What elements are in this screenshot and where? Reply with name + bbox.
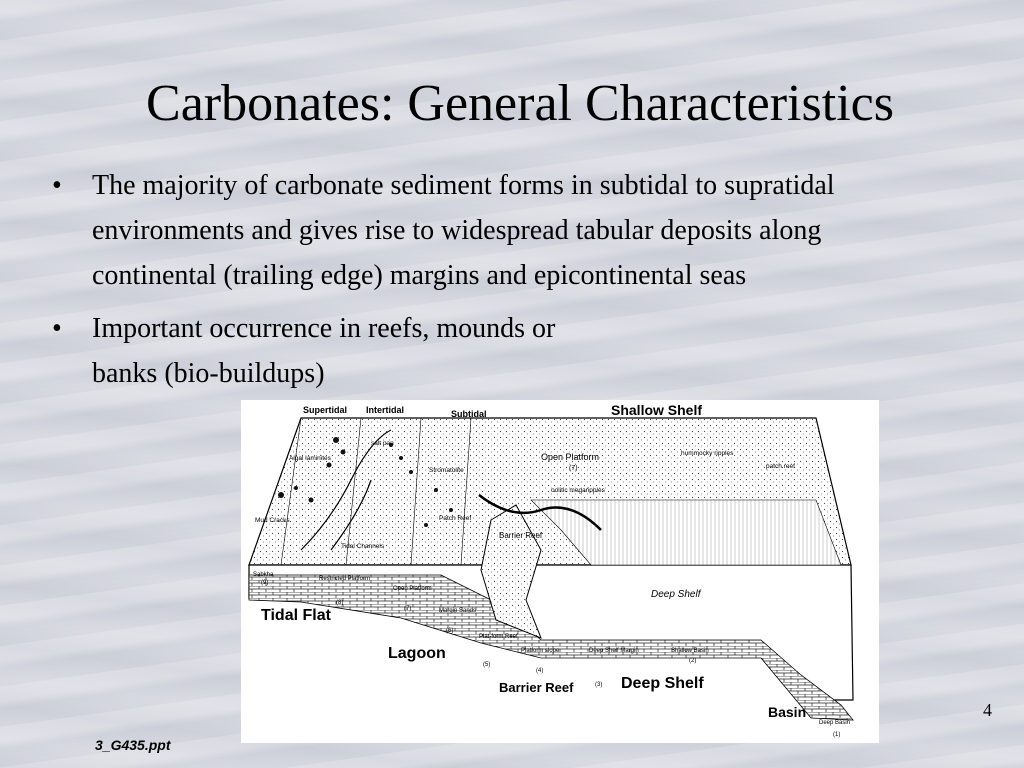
label-deep-basin: Deep Basin [819, 720, 851, 726]
label-shallow-basin-num: (2) [689, 658, 697, 664]
label-mud-cracks: Mud Cracks [255, 517, 290, 524]
label-restricted: Restricted Platform [319, 576, 371, 582]
label-patch-reef: Patch Reef [439, 515, 472, 522]
carbonate-environments-diagram [241, 400, 879, 743]
bullet-item [52, 163, 932, 298]
label-margin-sands-num: (6) [446, 628, 454, 634]
label-restricted-num: (8) [336, 600, 344, 606]
label-open-plat-b: Open Platform [393, 586, 432, 592]
label-stromatolite: Stromatolite [429, 467, 464, 474]
zone-deep-shelf: Deep Shelf [621, 675, 704, 692]
zone-tidal-flat: Tidal Flat [261, 607, 331, 624]
zone-lagoon: Lagoon [388, 645, 446, 662]
bullet-item [52, 306, 932, 396]
bullet-list [52, 163, 932, 404]
label-deep-basin-num: (1) [833, 732, 841, 738]
label-salt-pan: salt pan [371, 440, 394, 447]
zone-shallow-shelf: Shallow Shelf [611, 402, 703, 418]
zone-supertidal: Supertidal [303, 405, 348, 415]
label-deep-shelf-margin-num: (3) [595, 682, 603, 688]
label-patch-reef-2: patch reef [766, 463, 795, 470]
label-platform-reef: Plat-form Reef [479, 634, 518, 640]
label-open-plat-b-num: (7) [404, 606, 412, 612]
label-deep-shelf-margin: Deep Shelf Margin [589, 648, 639, 654]
label-shallow-basin: Shallow Basin [671, 648, 709, 654]
label-platform-slope-num: (4) [536, 668, 544, 674]
label-algal: Algal laminites [289, 455, 331, 462]
label-oolitic: oolitic megaripples [551, 487, 605, 494]
label-margin-sands: Margin Sands [439, 608, 477, 614]
zone-barrier-reef: Barrier Reef [499, 680, 574, 695]
slide-title: Carbonates: General Characteristics [146, 75, 894, 132]
label-channels: Tidal Channels [341, 543, 385, 550]
label-barrier-reef: Barrier Reef [499, 531, 543, 540]
label-platform-slope: Platform slope [521, 648, 560, 654]
bullet-symbol: • [52, 170, 62, 201]
diagram-svg [241, 400, 879, 743]
label-open-platform-num: (7) [569, 465, 578, 472]
zone-basin: Basin [768, 704, 807, 720]
footer-filename: 3_G435.ppt [95, 737, 171, 753]
label-hummocky: hummocky ripples [681, 450, 734, 457]
bullet-symbol: • [52, 313, 62, 344]
zone-subtidal: Subtidal [451, 409, 487, 419]
label-open-platform: Open Platform [541, 452, 600, 462]
bullet-text: Important occurrence in reefs, mounds or banks (bio-buildups) [92, 313, 556, 389]
zone-intertidal: Intertidal [366, 405, 405, 415]
label-sabkha-num: (9) [261, 580, 269, 586]
bullet-text: The majority of carbonate sediment forms in subtidal to supratidal environments and gives rise to widespread tabular deposits along continental (trailing edge) margins and epicontinental seas [92, 170, 835, 291]
label-deep-shelf: Deep Shelf [651, 589, 701, 600]
page-number: 4 [983, 700, 992, 720]
label-sabkha: Sabkha [253, 572, 274, 578]
label-platform-reef-num: (5) [483, 662, 491, 668]
